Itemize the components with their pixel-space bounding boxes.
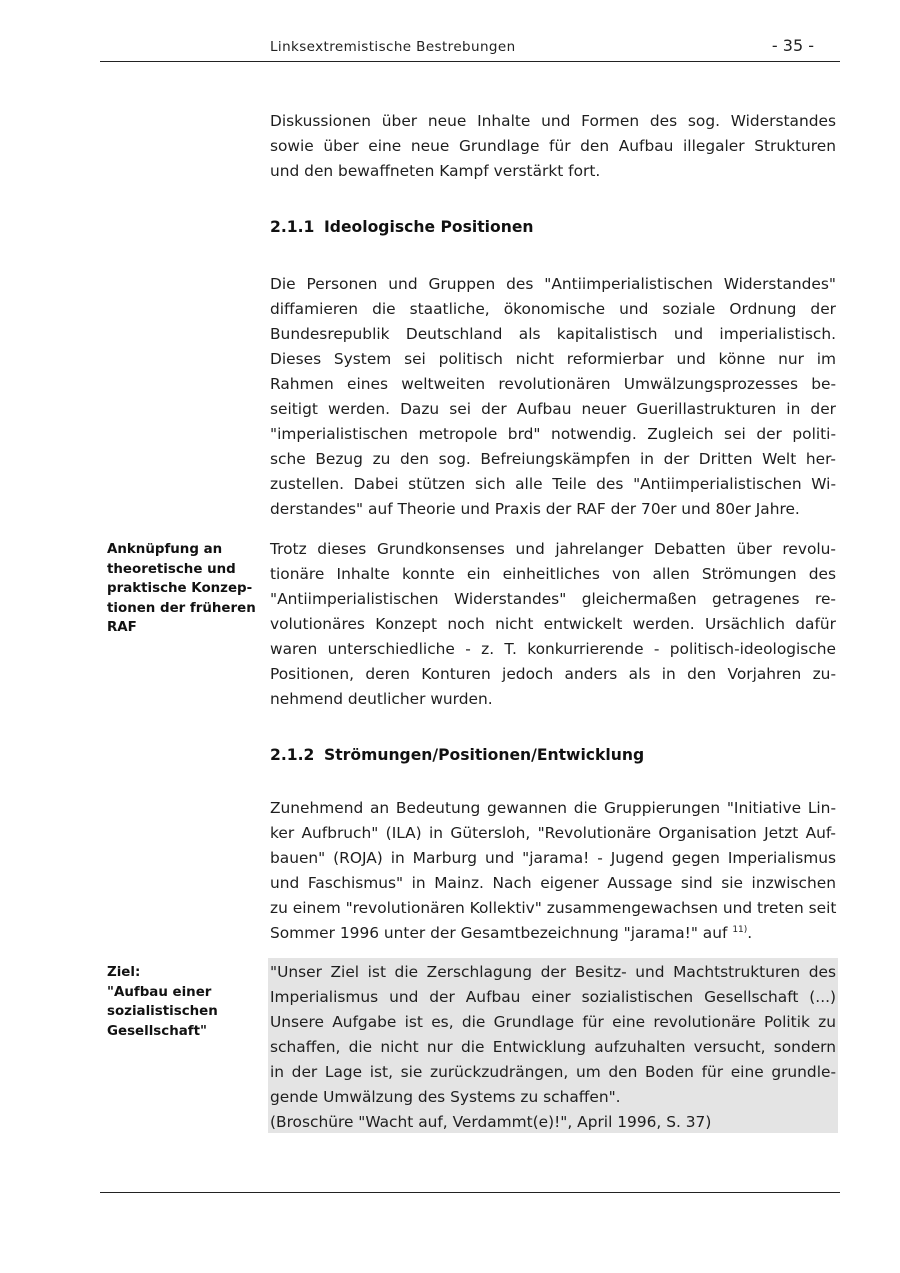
section-number: 2.1.1 — [270, 218, 315, 236]
text-line: und den bewaffneten Kampf verstärkt fort. — [270, 162, 601, 180]
running-title: Linksextremistische Bestrebungen — [270, 39, 516, 55]
text-line: Bundesrepublik Deutschland als kapitalistisch und imperialistisch. — [270, 325, 836, 343]
margin-note-line: "Aufbau einer — [107, 984, 212, 1000]
margin-note-line: praktische Konzep- — [107, 581, 253, 597]
text-line: Zunehmend an Bedeutung gewannen die Gruppierungen "Initiative Lin- — [270, 799, 836, 817]
text-line: tionäre Inhalte konnte ein einheitliches von allen Strömungen des — [270, 565, 836, 583]
quote-line: "Unser Ziel ist die Zerschlagung der Besitz- und Machtstrukturen des — [270, 963, 836, 981]
text-line: zustellen. Dabei stützen sich alle Teile des "Antiimperialistischen Wi- — [270, 475, 836, 493]
margin-note-line: Ziel: — [107, 965, 141, 980]
footer-rule — [100, 1192, 840, 1193]
quote-line: Unsere Aufgabe ist es, die Grundlage für eine revolutionäre Politik zu — [270, 1013, 836, 1031]
quote-text — [270, 960, 836, 1135]
quote-line: gende Umwälzung des Systems zu schaffen". — [270, 1088, 621, 1106]
text-line: Positionen, deren Konturen jedoch anders als in den Vorjahren zu- — [270, 665, 836, 683]
section-heading-2-1-1 — [270, 218, 534, 236]
text-line: bauen" (ROJA) in Marburg und "jarama! - Jugend gegen Imperialismus — [270, 849, 836, 867]
margin-note-line: RAF — [107, 620, 137, 636]
text-line: seitigt werden. Dazu sei der Aufbau neuer Guerillastrukturen in der — [270, 400, 836, 418]
margin-note-line: Gesellschaft" — [107, 1023, 207, 1039]
text-line: ker Aufbruch" (ILA) in Gütersloh, "Revolutionäre Organisation Jetzt Auf- — [270, 824, 836, 842]
text-line: sche Bezug zu den sog. Befreiungskämpfen in der Dritten Welt her- — [270, 450, 836, 468]
text-line: "Antiimperialistischen Widerstandes" gleichermaßen getragenes re- — [270, 590, 836, 608]
margin-note-line: Anknüpfung an — [107, 542, 223, 557]
groupings-paragraph — [270, 796, 836, 946]
ideology-paragraph — [270, 272, 836, 522]
quote-source: (Broschüre "Wacht auf, Verdammt(e)!", April 1996, S. 37) — [270, 1113, 712, 1131]
text-line: "imperialistischen metropole brd" notwendig. Zugleich sei der politi- — [270, 425, 836, 443]
quote-line: in der Lage ist, sie zurückzudrängen, um den Boden für eine grundle- — [270, 1063, 836, 1081]
text-line: Trotz dieses Grundkonsenses und jahrelanger Debatten über revolu- — [270, 540, 836, 558]
text-line: und Faschismus" in Mainz. Nach eigener Aussage sind sie inzwischen — [270, 874, 836, 892]
quote-block — [268, 958, 838, 1133]
text-line: volutionäres Konzept noch nicht entwickelt werden. Ursächlich dafür — [270, 615, 836, 633]
margin-note-line: sozialistischen — [107, 1004, 218, 1020]
page-header — [100, 34, 840, 62]
footnote-reference: 11) — [732, 925, 748, 935]
text-line-content: Sommer 1996 unter der Gesamtbezeichnung "jarama!" auf — [270, 924, 728, 942]
section-number: 2.1.2 — [270, 746, 315, 764]
page-number: - 35 - — [771, 36, 814, 55]
section-heading-2-1-2 — [270, 746, 644, 764]
section-title: Ideologische Positionen — [324, 218, 534, 236]
quote-line: Imperialismus und der Aufbau einer sozialistischen Gesellschaft (...) — [270, 988, 836, 1006]
text-line: Dieses System sei politisch nicht reformierbar und könne nur im — [270, 350, 836, 368]
margin-note-goal — [107, 963, 257, 1041]
text-line: waren unterschiedliche - z. T. konkurrierende - politisch-ideologische — [270, 640, 836, 658]
text-line — [270, 921, 836, 946]
text-line: diffamieren die staatliche, ökonomische und soziale Ordnung der — [270, 300, 836, 318]
consensus-paragraph — [270, 537, 836, 712]
margin-note-line: tionen der früheren — [107, 600, 256, 616]
text-line: Rahmen eines weltweiten revolutionären Umwälzungsprozesses be- — [270, 375, 836, 393]
intro-paragraph — [270, 109, 836, 184]
text-line: Die Personen und Gruppen des "Antiimperialistischen Widerstandes" — [270, 275, 836, 293]
text-line: derstandes" auf Theorie und Praxis der RAF der 70er und 80er Jahre. — [270, 500, 800, 518]
quote-line: schaffen, die nicht nur die Entwicklung aufzuhalten versucht, sondern — [270, 1038, 836, 1056]
margin-note-raf — [107, 540, 257, 638]
text-line: Diskussionen über neue Inhalte und Formen des sog. Widerstandes — [270, 112, 836, 130]
section-title: Strömungen/Positionen/Entwicklung — [324, 746, 645, 764]
text-line: nehmend deutlicher wurden. — [270, 690, 493, 708]
text-line: sowie über eine neue Grundlage für den Aufbau illegaler Strukturen — [270, 137, 836, 155]
text-line: zu einem "revolutionären Kollektiv" zusammengewachsen und treten seit — [270, 899, 837, 917]
sentence-end: . — [747, 924, 753, 942]
margin-note-line: theoretische und — [107, 561, 236, 577]
